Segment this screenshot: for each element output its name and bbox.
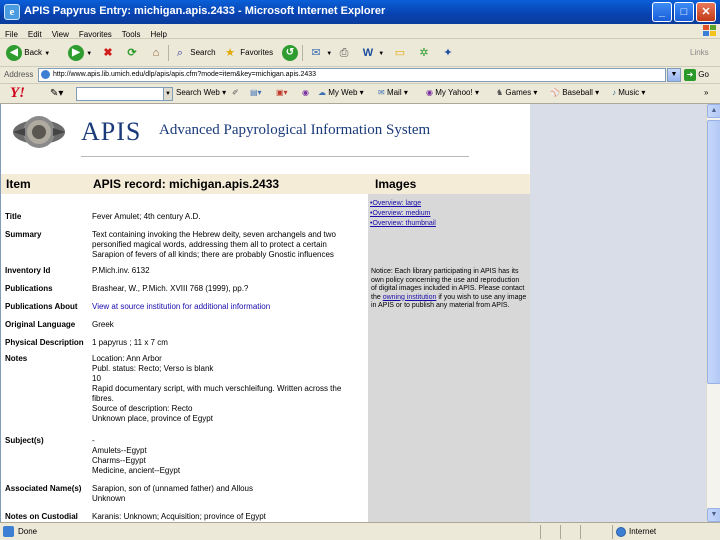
scroll-thumb[interactable] — [707, 120, 720, 384]
row-label: Notes — [5, 354, 28, 363]
popup-blocker-icon[interactable]: ◉ — [302, 88, 309, 97]
mail-button[interactable]: ✉ ▼ — [308, 43, 332, 63]
row-value-line: personified magical words, addressing them all to protect a certain — [92, 240, 327, 249]
forward-arrow-icon: ▶ — [68, 45, 84, 61]
row-value — [92, 320, 364, 330]
header-item: Item — [6, 177, 31, 191]
address-label: Address — [4, 70, 34, 79]
row-label: Original Language — [5, 320, 76, 329]
internet-globe-icon — [616, 527, 626, 537]
close-button[interactable]: ✕ — [696, 2, 716, 22]
row-value-line: Unknown — [92, 494, 126, 503]
address-field[interactable] — [38, 68, 666, 82]
row-label: Title — [5, 212, 22, 221]
menu-help[interactable]: Help — [150, 30, 167, 39]
row-value-line: Greek — [92, 320, 114, 329]
row-value-line: Charms--Egypt — [92, 456, 146, 465]
row-value — [92, 436, 364, 476]
row-value — [92, 230, 364, 260]
edit-button[interactable]: W ▼ — [360, 43, 384, 63]
messenger-button[interactable] — [416, 43, 432, 63]
menu-tools[interactable]: Tools — [121, 30, 141, 39]
row-label: Physical Description — [5, 338, 84, 347]
address-bar — [0, 67, 720, 84]
owning-institution-link[interactable]: owning institution — [382, 293, 437, 301]
apis-title: APIS — [81, 117, 142, 146]
favorites-button[interactable] — [222, 43, 273, 63]
my-yahoo-button[interactable]: ◉ My Yahoo! ▾ — [426, 88, 479, 97]
row-label: Publications About — [5, 302, 78, 311]
menu-favorites[interactable]: Favorites — [78, 30, 112, 39]
vertical-scrollbar[interactable] — [706, 104, 720, 522]
row-value-line: Brashear, W., P.Mich. XVIII 768 (1999), pp.? — [92, 284, 249, 293]
images-column — [368, 194, 530, 522]
row-value — [92, 284, 364, 294]
address-dropdown-button[interactable]: ▼ — [667, 68, 681, 82]
apis-page — [1, 104, 706, 522]
page-icon — [41, 70, 50, 79]
scroll-up-button[interactable]: ▲ — [707, 104, 720, 118]
row-value-line: Unknown place, province of Egypt — [92, 414, 213, 423]
highlight-icon[interactable]: ✐ — [232, 88, 239, 97]
back-label: Back — [24, 48, 43, 57]
security-zone — [612, 525, 712, 539]
menu-edit[interactable]: Edit — [27, 30, 42, 39]
home-button[interactable] — [148, 43, 164, 63]
status-text: Done — [18, 527, 38, 536]
go-button[interactable] — [684, 68, 718, 82]
menu-bar — [0, 24, 720, 39]
yahoo-more-button[interactable]: » — [704, 88, 709, 97]
browser-viewport — [0, 104, 706, 522]
row-value-line: Sarapion of fevers of all kinds; there are probably Gnostic influences — [92, 250, 334, 259]
print-icon: ⎙ — [339, 46, 349, 59]
research-icon: ✦ — [443, 46, 453, 59]
row-value-line: Source of description: Recto — [92, 404, 193, 413]
favorites-label: Favorites — [240, 48, 274, 57]
overview-medium-link[interactable]: •Overview: medium — [370, 210, 431, 217]
row-label: Publications — [5, 284, 53, 293]
maximize-button[interactable]: □ — [674, 2, 694, 22]
refresh-icon: ⟳ — [127, 46, 137, 59]
row-value-line: P.Mich.inv. 6132 — [92, 266, 150, 275]
apis-papyrus-logo — [11, 108, 67, 156]
links-button[interactable]: Links — [690, 48, 709, 57]
window-title-bar — [0, 0, 720, 24]
window-title: APIS Papyrus Entry: michigan.apis.2433 - Microsoft Internet Explorer — [24, 5, 386, 17]
my-web-button[interactable]: ☁ My Web ▾ — [318, 88, 364, 97]
search-label: Search — [190, 48, 216, 57]
right-blank-panel — [530, 104, 706, 522]
row-value-line: Location: Ann Arbor — [92, 354, 162, 363]
row-value — [92, 212, 364, 222]
back-button[interactable]: ◀ Back ▼ — [6, 43, 50, 63]
row-value — [92, 266, 364, 276]
mail-icon: ✉ — [311, 46, 321, 59]
header-record: APIS record: michigan.apis.2433 — [93, 177, 280, 191]
menu-file[interactable]: File — [5, 30, 18, 39]
row-value-line: Amulets--Egypt — [92, 446, 147, 455]
star-icon: ★ — [225, 46, 235, 59]
row-value — [92, 484, 364, 504]
history-button[interactable] — [282, 43, 298, 63]
print-button[interactable] — [336, 43, 352, 63]
status-bar — [0, 522, 720, 540]
home-icon: ⌂ — [152, 46, 160, 59]
messenger-icon: ✲ — [419, 46, 429, 59]
word-icon: W — [362, 46, 374, 59]
search-button[interactable] — [172, 43, 216, 63]
forward-button[interactable]: ▶ ▼ — [68, 43, 92, 63]
games-button[interactable]: ♞ Games ▾ — [496, 88, 538, 97]
header-divider — [81, 156, 469, 157]
yahoo-logo[interactable]: Y! — [10, 85, 25, 101]
scroll-down-button[interactable]: ▼ — [707, 508, 720, 522]
menu-view[interactable]: View — [51, 30, 69, 39]
discuss-button[interactable] — [392, 43, 408, 63]
row-value — [92, 354, 364, 424]
yahoo-toolbar — [0, 84, 720, 104]
row-label: Associated Name(s) — [5, 484, 82, 493]
refresh-button[interactable] — [124, 43, 140, 63]
row-label: Notes on Custodial — [5, 512, 78, 521]
row-value-line: Karanis: Unknown; Acquisition; province of Egypt — [92, 512, 266, 521]
yahoo-search-input[interactable] — [76, 87, 164, 101]
bookmarks-icon[interactable]: ▤▾ — [250, 88, 262, 97]
standard-toolbar — [0, 39, 720, 67]
baseball-button[interactable]: ⚾ Baseball ▾ — [550, 88, 600, 97]
minimize-button[interactable]: _ — [652, 2, 672, 22]
search-web-button[interactable]: Search Web ▾ — [176, 88, 227, 97]
overview-large-link[interactable]: •Overview: large — [370, 200, 422, 207]
research-button[interactable] — [440, 43, 456, 63]
row-label: Summary — [5, 230, 42, 239]
row-value — [92, 512, 364, 522]
windows-flag-icon — [702, 25, 716, 38]
row-value-line: fibres. — [92, 394, 114, 403]
go-label: Go — [698, 70, 709, 79]
row-value-line: Text containing invoking the Hebrew deity, seven archangels and two — [92, 230, 336, 239]
folder-icon: ▭ — [394, 46, 406, 59]
yahoo-pencil-icon[interactable]: ✎▾ — [50, 88, 64, 99]
page-done-icon — [3, 526, 14, 537]
antispy-icon[interactable]: ▣▾ — [276, 88, 288, 97]
row-value-line: Rapid documentary script, with much verschleifung. Written across the — [92, 384, 342, 393]
search-icon: ⌕ — [176, 46, 184, 59]
go-arrow-icon: ➜ — [684, 69, 696, 81]
row-value-line: Publ. status: Recto; Verso is blank — [92, 364, 214, 373]
apis-subtitle: Advanced Papyrological Information System — [159, 122, 431, 138]
table-header — [1, 174, 530, 194]
history-icon: ↺ — [282, 45, 298, 61]
image-policy-notice: Notice: Each library participating in APIS has its own policy concerning the use and reproduction of digital images included in APIS. Please contact the owning institution if you wish to use any image in APIS or to publish any material from APIS. — [371, 268, 527, 309]
header-images: Images — [375, 177, 417, 191]
mail-yahoo-button[interactable]: ✉ Mail ▾ — [378, 88, 408, 97]
back-arrow-icon: ◀ — [6, 45, 22, 61]
row-value-line: Sarapion, son of (unnamed father) and Allous — [92, 484, 253, 493]
zone-label: Internet — [629, 527, 657, 536]
row-value-line: Medicine, ancient--Egypt — [92, 466, 181, 475]
music-button[interactable]: ♪ Music ▾ — [612, 88, 646, 97]
row-value — [92, 338, 364, 348]
overview-thumbnail-link[interactable]: •Overview: thumbnail — [370, 220, 436, 227]
yahoo-search-dropdown[interactable]: ▼ — [163, 87, 173, 101]
row-label: Subject(s) — [5, 436, 44, 445]
stop-button[interactable] — [100, 43, 116, 63]
ie-app-icon: e — [4, 4, 20, 20]
row-value — [92, 302, 364, 312]
row-value-line: 1 papyrus ; 11 x 7 cm — [92, 338, 168, 347]
address-url: http://www.apis.lib.umich.edu/dlp/apis/apis.cfm?mode=item&key=michigan.apis.2433 — [53, 71, 317, 78]
row-value-line: Fever Amulet; 4th century A.D. — [92, 212, 201, 221]
row-value-line: 10 — [92, 374, 101, 383]
publications-about-link[interactable]: View at source institution for additional information — [92, 302, 271, 311]
stop-icon: ✖ — [103, 46, 113, 59]
row-value-line: - — [92, 436, 95, 445]
row-label: Inventory Id — [5, 266, 51, 275]
